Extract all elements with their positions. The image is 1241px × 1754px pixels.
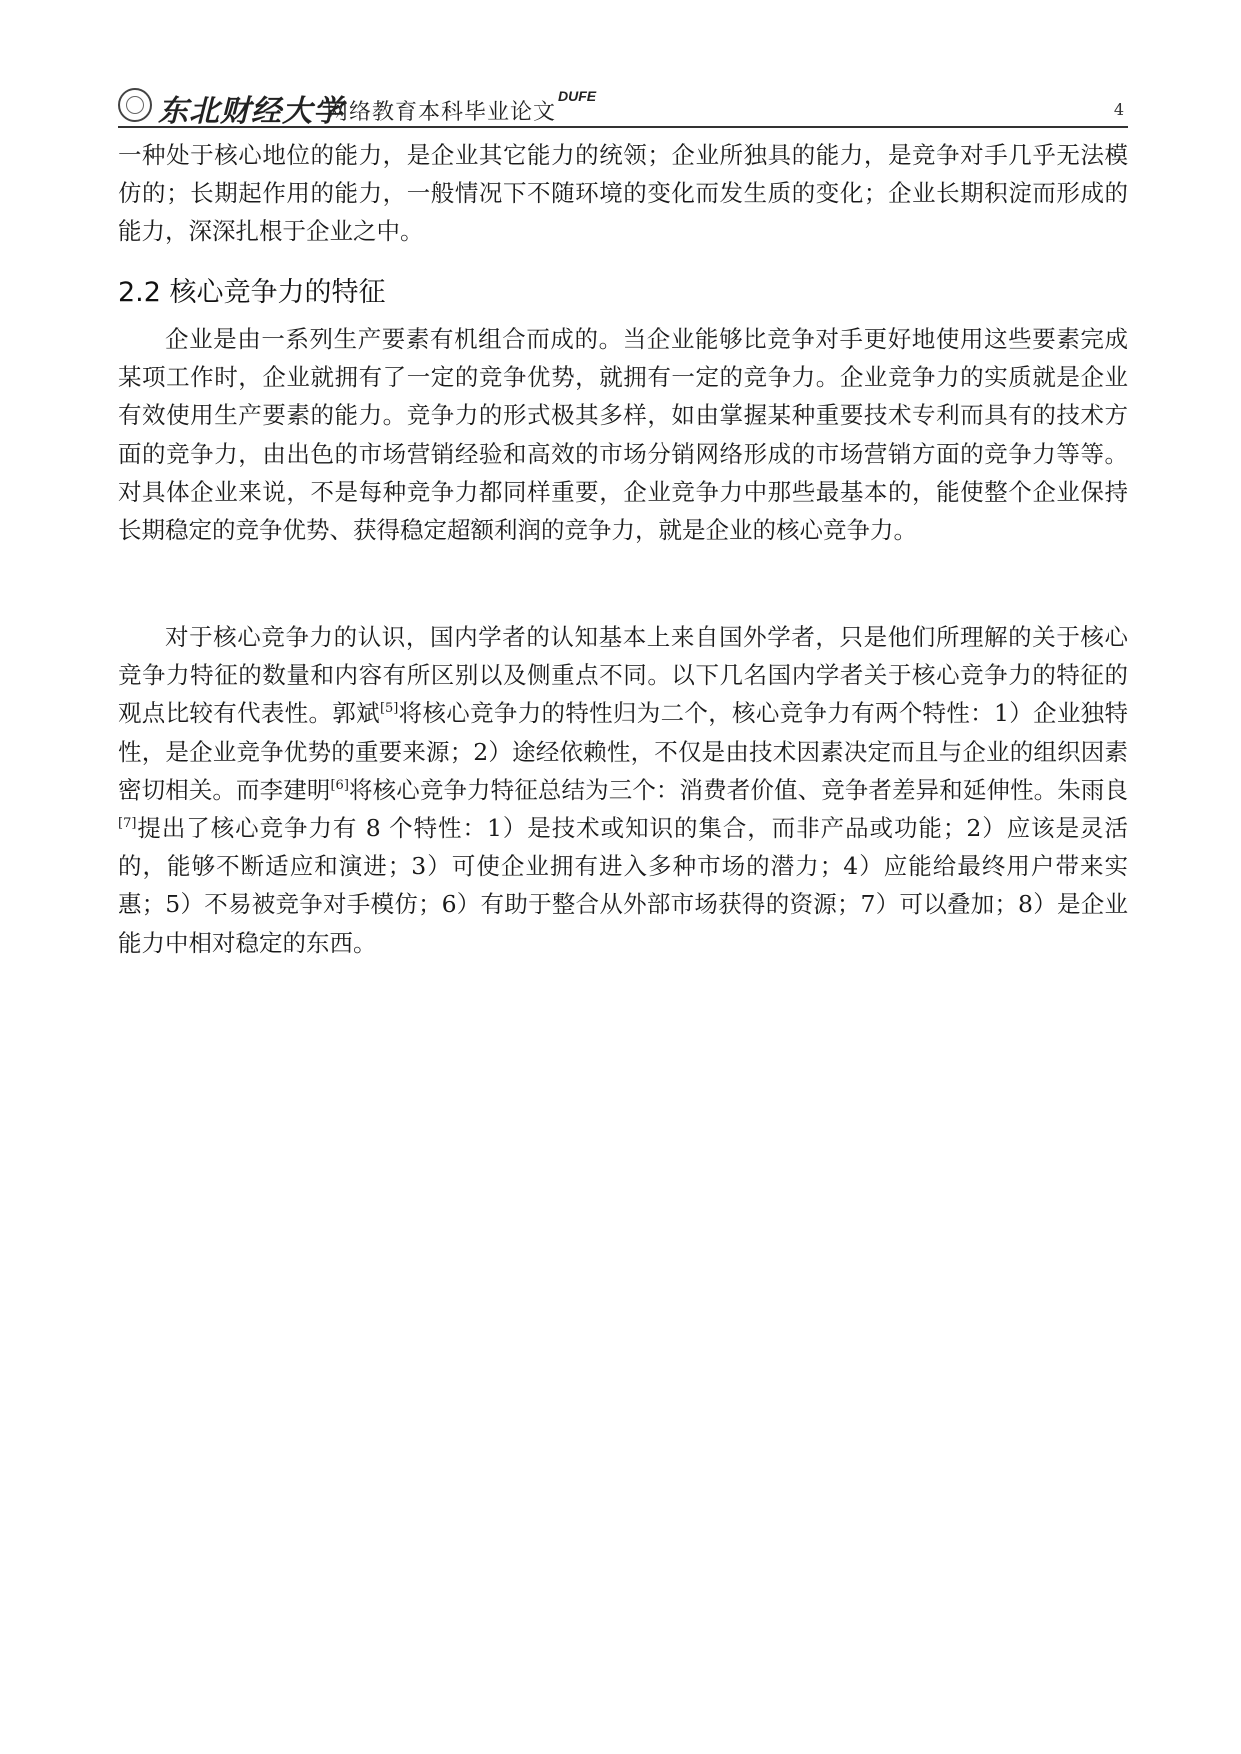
page-number: 4: [1113, 100, 1124, 119]
paragraph-1: 一种处于核心地位的能力，是企业其它能力的统领；企业所独具的能力，是竞争对手几乎无法模仿的；长期起作用的能力，一般情况下不随环境的变化而发生质的变化；企业长期积淀而形成的能力，深深扎根于企业之中。: [118, 141, 1128, 246]
page-header: [118, 86, 1128, 128]
thesis-type: 网络教育本科毕业论文: [326, 100, 557, 125]
citation-7: [7]: [118, 816, 137, 832]
university-seal-icon: [118, 88, 152, 122]
paragraph-3-text-2: 将核心竞争力的特性归为二个，核心竞争力有两个特性：1）企业独特性，是企业竞争优势的重要来源；2）途经依赖性，不仅是由技术因素决定而且与企业的组织因素密切相关。而李建明: [118, 699, 1128, 804]
citation-5: [5]: [379, 701, 399, 717]
brand-logo: DUFE: [558, 88, 597, 104]
paragraph-3: [118, 618, 1128, 962]
citation-6: [6]: [330, 777, 349, 793]
paragraph-3-text-4: 提出了核心竞争力有 8 个特性：1）是技术或知识的集合，而非产品或功能；2）应该是灵活的，能够不断适应和演进；3）可使企业拥有进入多种市场的潜力；4）应能给最终用户带来实惠；5）不易被竞争对手模仿；6）有助于整合从外部市场获得的资源；7）可以叠加；8）是企业能力中相对稳定的东西。: [118, 814, 1128, 957]
paragraph-3-text-3: 将核心竞争力特征总结为三个：消费者价值、竞争者差异和延伸性。朱雨良: [348, 775, 1129, 804]
university-name: 东北财经大学: [158, 94, 344, 129]
paragraph-2: 企业是由一系列生产要素有机组合而成的。当企业能够比竞争对手更好地使用这些要素完成某项工作时，企业就拥有了一定的竞争优势，就拥有一定的竞争力。企业竞争力的实质就是企业有效使用生产要素的能力。竞争力的形式极其多样，如由掌握某种重要技术专利而具有的技术方面的竞争力，由出色的市场营销经验和高效的市场分销网络形成的市场营销方面的竞争力等等。对具体企业来说，不是每种竞争力都同样重要，企业竞争力中那些最基本的，能使整个企业保持长期稳定的竞争优势、获得稳定超额利润的竞争力，就是企业的核心竞争力。: [118, 325, 1128, 545]
section-heading: 2.2 核心竞争力的特征: [118, 277, 386, 308]
paragraph-3-text-1: 对于核心竞争力的认识，国内学者的认知基本上来自国外学者，只是他们所理解的关于核心竞争力特征的数量和内容有所区别以及侧重点不同。以下几名国内学者关于核心竞争力的特征的观点比较有代表性。郭斌: [118, 623, 1128, 728]
